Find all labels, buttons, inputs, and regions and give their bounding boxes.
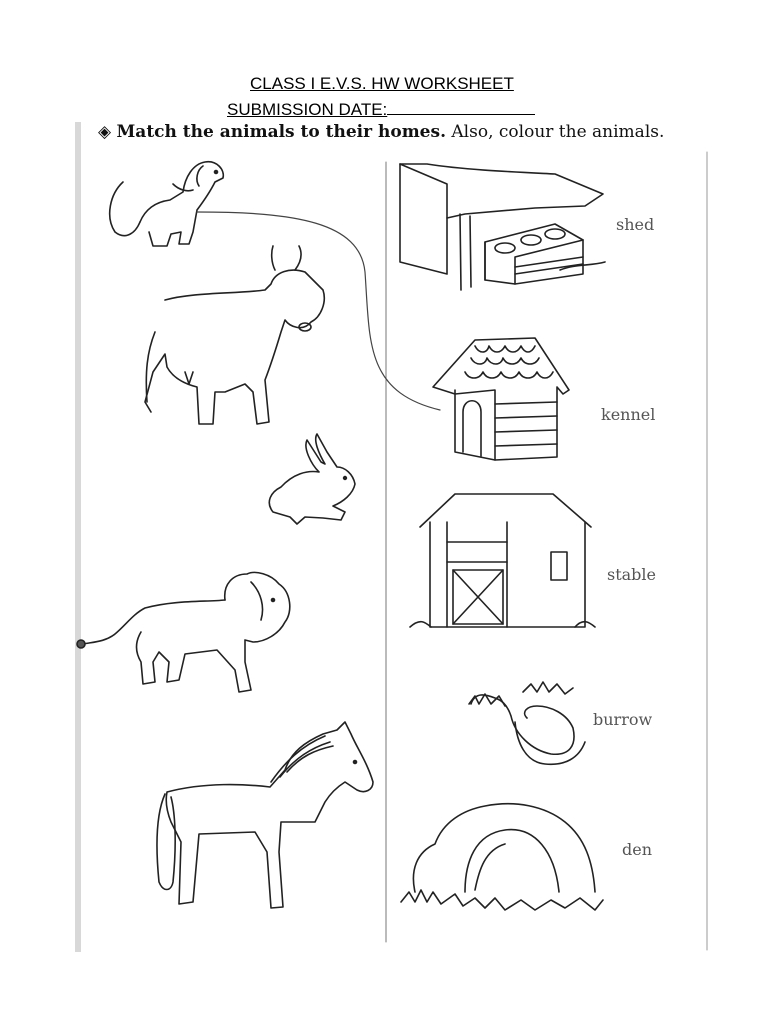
home-label-kennel: kennel	[601, 405, 656, 424]
lion-drawing	[77, 572, 290, 692]
burrow-drawing	[469, 682, 585, 764]
worksheet-scan	[75, 122, 715, 952]
rabbit-drawing	[269, 434, 355, 524]
kennel-drawing	[433, 338, 569, 460]
den-drawing	[401, 804, 603, 910]
shed-drawing	[400, 164, 605, 290]
cow-drawing	[145, 246, 324, 424]
submission-date-blank[interactable]	[387, 100, 535, 115]
instruction-bullet-icon: ◈	[98, 122, 112, 142]
worksheet-title: CLASS I E.V.S. HW WORKSHEET	[250, 74, 514, 93]
instruction-rest: Also, colour the animals.	[451, 122, 665, 142]
submission-date-label: SUBMISSION DATE:	[227, 100, 388, 119]
home-label-burrow: burrow	[593, 710, 653, 729]
home-label-shed: shed	[616, 215, 655, 234]
horse-drawing	[157, 722, 373, 908]
stable-drawing	[410, 494, 595, 627]
home-label-stable: stable	[607, 565, 657, 584]
instruction-bold: Match the animals to their homes.	[116, 122, 446, 142]
instruction	[98, 122, 664, 142]
home-label-den: den	[622, 840, 653, 859]
submission-date-line	[227, 100, 535, 120]
dog-drawing	[110, 162, 224, 246]
